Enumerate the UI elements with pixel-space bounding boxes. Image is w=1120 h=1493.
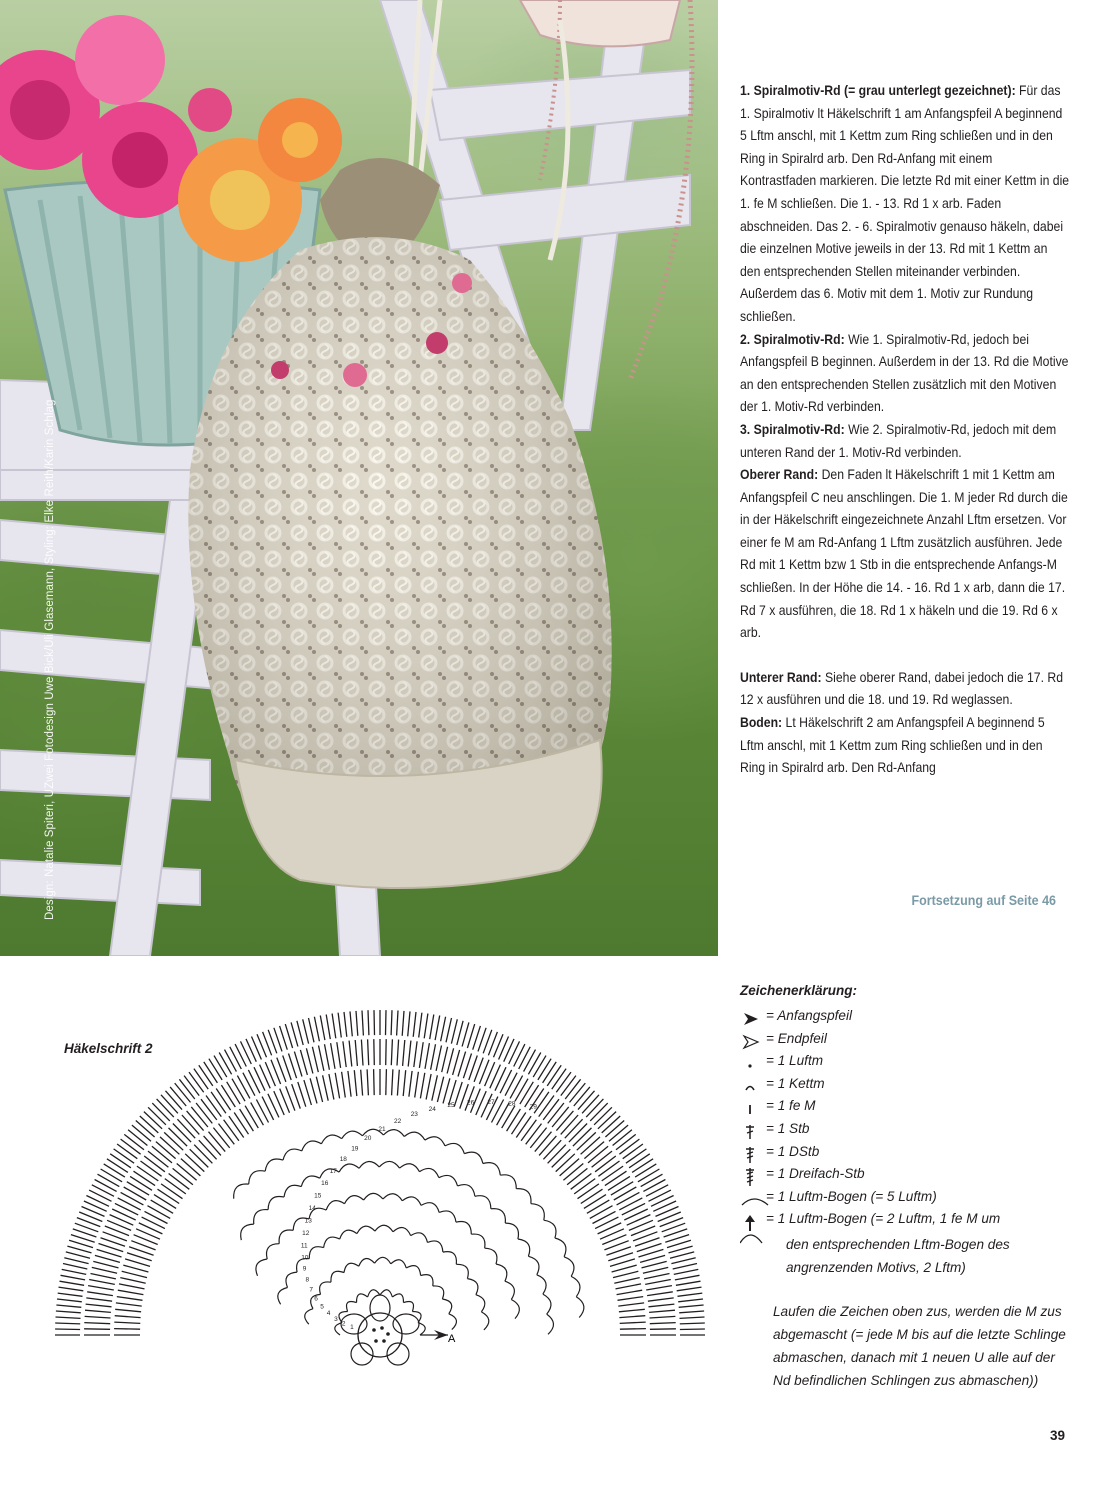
round-number: 18 [339, 1156, 347, 1164]
photo-credit: Design: Natalie Spiteri, UZwei Fotodesign Uwe Bick/Uli Glasemann, Styling: Elke Reith/Karin Schlag [44, 399, 56, 920]
legend-item: = 1 Stb [740, 1121, 1080, 1144]
round-number: 29 [529, 1103, 537, 1111]
legend-item: = 1 DStb [740, 1144, 1080, 1167]
legend-item: = Endpfeil [740, 1031, 1080, 1054]
end-arrow-icon [740, 1033, 762, 1051]
start-arrow-icon [740, 1010, 762, 1028]
round-number: 11 [300, 1242, 308, 1250]
legend-item: = 1 Luftm-Bogen (= 5 Luftm) [740, 1189, 1080, 1212]
round-number: 25 [447, 1101, 455, 1109]
instruction-heading: Unterer Rand: [740, 669, 822, 685]
bag-photo-illustration [0, 0, 718, 956]
instruction-upper-edge: Oberer Rand: Den Faden lt Häkelschrift 1 mit 1 Kettm am Anfangspfeil C neu anschlingen. Die 1. M jeder Rd durch die in der Häkelschrift eingezeichnete Anzahl Lftm ersetzen. Vor einer fe M am Rd-Anfang 1 Lftm zusätzlich ausführen. Jede Rd mit 1 Kettm bzw 1 Stb in die entsprechende Anfangs-M schließen. In der Höhe die 14. - 16. Rd 1 x arb, dann die 17. Rd 7 x ausführen, die 18. Rd 1 x häkeln und die 19. Rd 6 x arb. [740, 467, 1068, 641]
round-number: 7 [309, 1286, 314, 1294]
legend-title: Zeichenerklärung: [740, 983, 858, 998]
diagram-stitch-rays [55, 1010, 705, 1335]
round-number: 14 [308, 1205, 316, 1212]
diagram-center-ring [341, 1295, 448, 1365]
page-number: 39 [1050, 1428, 1066, 1443]
round-number: 24 [428, 1105, 436, 1113]
instruction-heading: 1. Spiralmotiv-Rd (= grau unterlegt gezeichnet): [740, 83, 1016, 98]
round-number: 20 [364, 1135, 372, 1143]
round-number: 27 [487, 1099, 495, 1107]
product-photo [0, 0, 718, 956]
instruction-round-3: 3. Spiralmotiv-Rd: Wie 2. Spiralmotiv-Rd, jedoch mit dem unteren Rand der 1. Motiv-Rd verbinden. [740, 421, 1057, 460]
round-number: 10 [301, 1254, 309, 1262]
round-number: 6 [314, 1295, 318, 1303]
instructions-text [740, 80, 1069, 780]
legend-continuation: den entsprechenden Lftm-Bogen des [786, 1236, 1010, 1252]
legend-item: = 1 Luftm [740, 1053, 1080, 1076]
diagram-title: Häkelschrift 2 [64, 1041, 153, 1056]
round-number: 13 [304, 1217, 312, 1225]
double-crochet-icon [740, 1123, 762, 1141]
crochet-diagram [40, 1000, 720, 1370]
legend-item: = 1 Luftm-Bogen (= 2 Luftm, 1 fe M um [740, 1211, 1080, 1234]
legend-item: = 1 fe M [740, 1098, 1080, 1121]
joined-arch-icon [740, 1213, 770, 1247]
legend-note: Laufen die Zeichen oben zus, werden die M zus abgemascht (= jede M bis auf die letzte Schlinge abmaschen, danach mit 1 neuen U alle auf der Nd befindlichen Schlingen zus abmaschen)) [773, 1304, 1066, 1388]
round-number: 17 [329, 1167, 337, 1175]
treble-crochet-icon [740, 1146, 762, 1164]
round-number: 15 [314, 1192, 322, 1200]
round-number: 8 [305, 1276, 310, 1284]
round-number: 4 [326, 1310, 331, 1318]
round-number: 23 [410, 1111, 418, 1119]
round-number: 21 [378, 1126, 386, 1133]
triple-treble-icon [740, 1168, 762, 1186]
round-number: 2 [341, 1320, 346, 1328]
round-number: 19 [351, 1145, 359, 1153]
instruction-lower-edge: Unterer Rand: Siehe oberer Rand, dabei jedoch die 17. Rd 12 x ausführen und die 18. und 19. Rd weglassen. [740, 669, 1064, 708]
legend [740, 1008, 1080, 1279]
instruction-round-2: 2. Spiralmotiv-Rd: Wie 1. Spiralmotiv-Rd, jedoch bei Anfangspfeil B beginnen. Außerdem in der 13. Rd die Motive an den entsprechenden Stellen zusätzlich mit den Motiven der 1. Motiv-Rd verbinden. [740, 331, 1069, 415]
legend-continuation: angrenzenden Motivs, 2 Lftm) [786, 1259, 966, 1275]
chain-dot-icon [740, 1055, 762, 1073]
chain-arch-icon [740, 1191, 770, 1209]
instruction-heading: Oberer Rand: [740, 467, 819, 483]
legend-item: = 1 Dreifach-Stb [740, 1166, 1080, 1189]
continuation-note: Fortsetzung auf Seite 46 [911, 893, 1056, 908]
round-number: 5 [320, 1303, 324, 1311]
instruction-heading: Boden: [740, 715, 783, 731]
legend-item: = 1 Kettm [740, 1076, 1080, 1099]
round-number: 12 [302, 1230, 310, 1238]
round-number: 26 [467, 1099, 475, 1107]
single-crochet-icon [740, 1100, 762, 1118]
instruction-heading: 3. Spiralmotiv-Rd: [740, 421, 845, 437]
round-number: 3 [334, 1316, 338, 1324]
instruction-round-1: 1. Spiralmotiv-Rd (= grau unterlegt gezeichnet): Für das 1. Spiralmotiv lt Häkelschrift 1 am Anfangspfeil A beginnend 5 Lftm anschl, mit 1 Kettm zum Ring schließen und in den Ring in Spiralrd arb. Den Rd-Anfang mit einem Kontrastfaden markieren. Die letzte Rd mit einer Kettm in die 1. fe M schließen. Die 1. - 13. Rd 1 x arb. Faden abschneiden. Das 2. - 6. Spiralmotiv genauso häkeln, dabei die einzelnen Motive jeweils in der 13. Rd mit 1 Kettm an den entsprechenden Stellen miteinander verbinden. Außerdem das 6. Motiv mit dem 1. Motiv zur Rundung schließen. [740, 83, 1070, 324]
diagram-chain-arches [234, 1129, 584, 1335]
round-number: 1 [350, 1324, 354, 1332]
round-number: 22 [394, 1118, 402, 1125]
slip-stitch-icon [740, 1078, 762, 1096]
instruction-heading: 2. Spiralmotiv-Rd: [740, 331, 845, 347]
round-number: 16 [321, 1179, 329, 1187]
round-number: 9 [302, 1265, 307, 1273]
round-number: 28 [508, 1100, 516, 1108]
instruction-base: Boden: Lt Häkelschrift 2 am Anfangspfeil A beginnend 5 Lftm anschl, mit 1 Kettm zum Ring schließen und in den Ring in Spiralrd arb. Den Rd-Anfang [740, 715, 1045, 776]
diagram-start-label: A [448, 1333, 456, 1345]
legend-item: = Anfangspfeil [740, 1008, 1080, 1031]
